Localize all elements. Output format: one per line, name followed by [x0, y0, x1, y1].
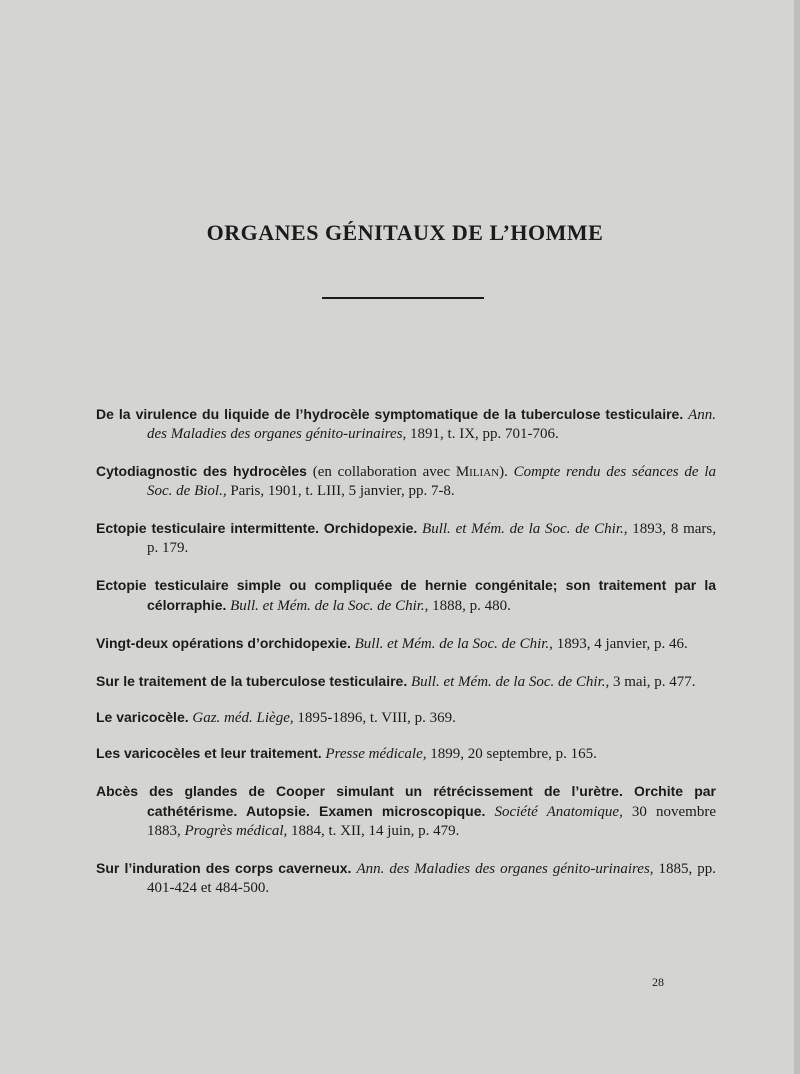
- page-edge: [794, 0, 800, 1074]
- entry-title: Sur l’induration des corps caverneux.: [96, 860, 352, 876]
- entry-details-2: 1884, t. XII, 14 juin, p. 479.: [287, 823, 460, 839]
- entry-title: Ectopie testiculaire simple ou compliquée de hernie congénitale; son traitement par la célorraphie.: [96, 577, 716, 613]
- page-number: 28: [652, 975, 664, 989]
- bibliography-entry: [96, 744, 716, 764]
- entry-source: Société Anatomique,: [494, 804, 623, 820]
- entry-title: Sur le traitement de la tuberculose testiculaire.: [96, 673, 408, 689]
- section-heading: ORGANES GÉNITAUX DE L’HOMME: [206, 220, 604, 245]
- entry-source: Ann. des Maladies des organes génito-urinaires,: [147, 407, 717, 442]
- entry-collab-suffix: ).: [499, 464, 514, 480]
- bibliography-entry: [96, 462, 716, 501]
- entry-details: 1885, pp. 401-424 et 484-500.: [147, 861, 716, 896]
- bibliography-entry: [96, 405, 716, 444]
- entry-collab-prefix: (en collaboration avec: [306, 464, 456, 480]
- entry-source-2: Progrès médical,: [184, 823, 288, 839]
- bibliography-entry: [96, 576, 716, 616]
- entry-details: 1891, t. IX, pp. 701-706.: [406, 426, 559, 442]
- bibliography-entry: [96, 634, 716, 654]
- entry-title: Le varicocèle.: [96, 709, 189, 725]
- entry-details: 1893, 4 janvier, p. 46.: [552, 636, 688, 652]
- entry-details: 30 novembre 1883,: [147, 804, 716, 839]
- entry-title: Les varicocèles et leur traitement.: [96, 745, 322, 761]
- bibliography-entry: [96, 708, 716, 728]
- entry-source: Bull. et Mém. de la Soc. de Chir.,: [354, 636, 553, 652]
- bibliography-entry: [96, 519, 716, 558]
- bibliography-entry: [96, 672, 716, 692]
- entry-details: 1895-1896, t. VIII, p. 369.: [293, 710, 456, 726]
- entry-source: Gaz. méd. Liège,: [192, 710, 294, 726]
- entry-source: Ann. des Maladies des organes génito-urinaires,: [356, 861, 654, 877]
- entry-title: Abcès des glandes de Cooper simulant un rétrécissement de l’urètre. Orchite par cathétérisme. Autopsie. Examen microscopique.: [96, 783, 716, 819]
- bibliography-list: [96, 390, 716, 916]
- entry-source: Presse médicale,: [325, 746, 427, 762]
- entry-collab-name: Milian: [455, 464, 500, 480]
- heading-rule: [322, 297, 484, 299]
- entry-source: Bull. et Mém. de la Soc. de Chir.,: [422, 521, 628, 537]
- entry-details: Paris, 1901, t. LIII, 5 janvier, pp. 7-8.: [226, 483, 455, 499]
- entry-details: 3 mai, p. 477.: [609, 674, 696, 690]
- entry-source: Compte rendu des séances de la Soc. de Biol.,: [147, 464, 717, 499]
- entry-details: 1888, p. 480.: [428, 598, 511, 614]
- entry-source: Bull. et Mém. de la Soc. de Chir.,: [230, 598, 429, 614]
- entry-title: De la virulence du liquide de l’hydrocèle symptomatique de la tuberculose testiculaire.: [96, 406, 684, 422]
- entry-title: Vingt-deux opérations d’orchidopexie.: [96, 635, 351, 651]
- entry-details: 1899, 20 septembre, p. 165.: [426, 746, 597, 762]
- bibliography-entry: [96, 782, 716, 841]
- entry-details: 1893, 8 mars, p. 179.: [147, 521, 716, 556]
- entry-title: Cytodiagnostic des hydrocèles: [96, 463, 307, 479]
- entry-title: Ectopie testiculaire intermittente. Orchidopexie.: [96, 520, 418, 536]
- entry-source: Bull. et Mém. de la Soc. de Chir.,: [410, 674, 610, 690]
- bibliography-entry: [96, 859, 716, 898]
